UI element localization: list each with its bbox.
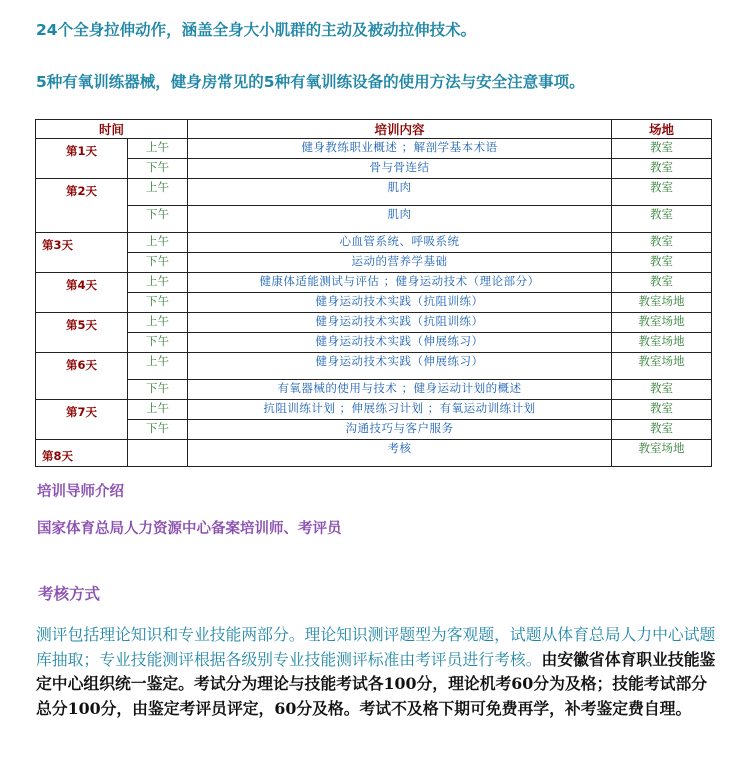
- place-cell: 教室场地: [612, 333, 712, 353]
- table-row: [36, 273, 712, 293]
- place-cell: 教室场地: [612, 313, 712, 333]
- exam-description: [36, 623, 716, 721]
- place-cell: 教室: [612, 273, 712, 293]
- table-row: [36, 233, 712, 253]
- place-cell: 教室场地: [612, 293, 712, 313]
- period-cell: 下午: [128, 253, 188, 273]
- period-cell: 下午: [128, 293, 188, 313]
- period-cell: 上午: [128, 313, 188, 333]
- table-row: [36, 293, 712, 313]
- content-cell: 健身运动技术实践（抗阻训练）: [188, 293, 612, 313]
- content-cell: 健身教练职业概述 ；解剖学基本术语: [188, 139, 612, 159]
- place-cell: 教室: [612, 139, 712, 159]
- place-cell: 教室: [612, 206, 712, 233]
- content-cell: 心血管系统、呼吸系统: [188, 233, 612, 253]
- table-row: [36, 253, 712, 273]
- place-cell: 教室场地: [612, 353, 712, 380]
- trainer-section-title: 培训导师介绍: [37, 484, 124, 500]
- content-cell: 运动的营养学基础: [188, 253, 612, 273]
- content-cell: 健康体适能测试与评估 ；健身运动技术（理论部分）: [188, 273, 612, 293]
- period-cell: 上午: [128, 353, 188, 380]
- period-cell: 下午: [128, 420, 188, 440]
- table-row: [36, 353, 712, 380]
- place-cell: 教室: [612, 380, 712, 400]
- table-row: [36, 380, 712, 400]
- table-row: [36, 179, 712, 206]
- table-row: [36, 420, 712, 440]
- day-cell: 第8天: [36, 440, 128, 467]
- trainer-description: 国家体育总局人力资源中心备案培训师、考评员: [37, 521, 342, 537]
- content-cell: 健身运动技术实践（伸展练习）: [188, 353, 612, 380]
- training-schedule-table: [35, 119, 712, 467]
- intro-line-2: 5种有氧训练器械，健身房常见的5种有氧训练设备的使用方法与安全注意事项。: [36, 73, 585, 91]
- day-cell: 第7天: [36, 400, 128, 440]
- period-cell: 下午: [128, 159, 188, 179]
- header-content: 培训内容: [188, 120, 612, 139]
- table-row: [36, 440, 712, 467]
- table-row: [36, 313, 712, 333]
- period-cell: [128, 440, 188, 467]
- content-cell: 肌肉: [188, 179, 612, 206]
- period-cell: 下午: [128, 206, 188, 233]
- day-cell: 第6天: [36, 353, 128, 400]
- table-row: [36, 206, 712, 233]
- header-time: 时间: [36, 120, 188, 139]
- place-cell: 教室: [612, 179, 712, 206]
- content-cell: 考核: [188, 440, 612, 467]
- day-cell: 第3天: [36, 233, 128, 273]
- place-cell: 教室: [612, 253, 712, 273]
- day-cell: 第2天: [36, 179, 128, 233]
- place-cell: 教室: [612, 233, 712, 253]
- table-row: [36, 333, 712, 353]
- day-cell: 第1天: [36, 139, 128, 179]
- content-cell: 抗阻训练计划 ；伸展练习计划 ；有氧运动训练计划: [188, 400, 612, 420]
- exam-organization-text: 由安徽省体育职业技能鉴定中心组织统一鉴定。考试分为理论与技能考试各100分，理论机考60分为及格；技能考试部分总分100分，由鉴定考评员评定，60分及格。考试不及格下期可免费再学，补考鉴定费自理。: [36, 649, 716, 718]
- day-cell: 第4天: [36, 273, 128, 313]
- period-cell: 下午: [128, 333, 188, 353]
- content-cell: 肌肉: [188, 206, 612, 233]
- day-cell: 第5天: [36, 313, 128, 353]
- content-cell: 骨与骨连结: [188, 159, 612, 179]
- table-row: [36, 400, 712, 420]
- content-cell: 有氧器械的使用与技术 ；健身运动计划的概述: [188, 380, 612, 400]
- period-cell: 上午: [128, 179, 188, 206]
- table-row: [36, 139, 712, 159]
- content-cell: 健身运动技术实践（抗阻训练）: [188, 313, 612, 333]
- exam-section-title: 考核方式: [38, 585, 101, 603]
- place-cell: 教室: [612, 400, 712, 420]
- period-cell: 上午: [128, 233, 188, 253]
- period-cell: 下午: [128, 380, 188, 400]
- place-cell: 教室: [612, 420, 712, 440]
- place-cell: 教室场地: [612, 440, 712, 467]
- period-cell: 上午: [128, 139, 188, 159]
- exam-method-text: 测评包括理论知识和专业技能两部分。理论知识测评题型为客观题，试题从体育总局人力中心试题库抽取；专业技能测评根据各级别专业技能测评标准由考评员进行考核。: [36, 625, 716, 669]
- place-cell: 教室: [612, 159, 712, 179]
- period-cell: 上午: [128, 273, 188, 293]
- header-place: 场地: [612, 120, 712, 139]
- content-cell: 沟通技巧与客户服务: [188, 420, 612, 440]
- table-row: [36, 159, 712, 179]
- period-cell: 上午: [128, 400, 188, 420]
- content-cell: 健身运动技术实践（伸展练习）: [188, 333, 612, 353]
- intro-line-1: 24个全身拉伸动作，涵盖全身大小肌群的主动及被动拉伸技术。: [36, 21, 477, 39]
- table-header-row: [36, 120, 712, 139]
